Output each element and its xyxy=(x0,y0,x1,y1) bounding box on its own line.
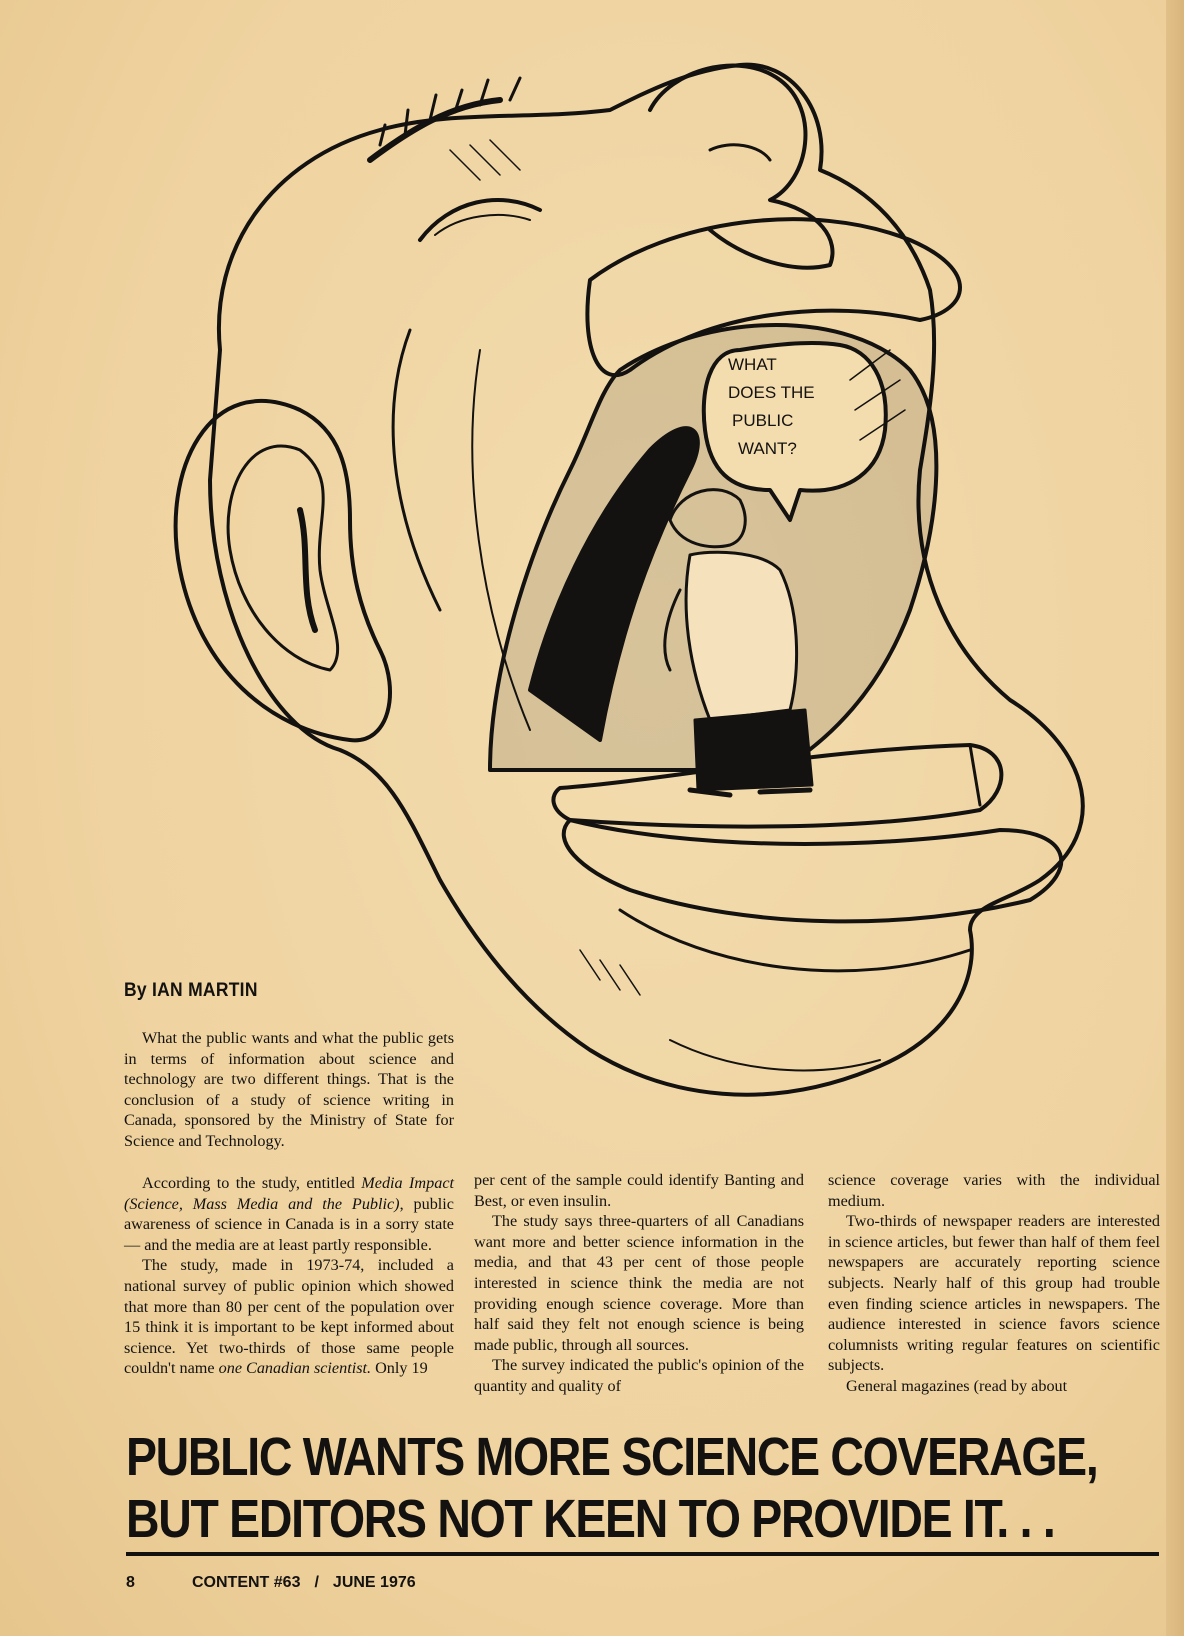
text-run: The study, made in 1973-74, included a national survey of public opinion which showed that more than 80 per cent of the population over 15 think it is important to be kept informed about science. Yet two-thirds of those same people couldn't name xyxy=(124,1256,454,1378)
paragraph-three-quarters: The study says three-quarters of all Canadians want more and better science information in the media, and that 43 per cent of those people interested in science think the media are not providing enough science coverage. More than half said they felt not enough science is being made public, through all sources. xyxy=(474,1212,804,1354)
byline: By IAN MARTIN xyxy=(124,980,258,1001)
ear xyxy=(176,401,390,740)
footer-separator: / xyxy=(314,1574,319,1591)
paragraph-continued: per cent of the sample could identify Banting and Best, or even insulin. xyxy=(474,1171,804,1210)
headline-line-2: BUT EDITORS NOT KEEN TO PROVIDE IT. . . xyxy=(126,1489,1055,1549)
text-run: Only 19 xyxy=(371,1359,428,1378)
eyebrow xyxy=(370,100,500,160)
emphasis: one Canadian scientist. xyxy=(218,1359,372,1378)
publication-date: JUNE 1976 xyxy=(332,1574,416,1591)
speech-bubble-line-3: PUBLIC xyxy=(732,411,794,430)
article-column-2 xyxy=(474,1170,804,1397)
speech-bubble-line-2: DOES THE xyxy=(728,383,815,402)
paragraph-general-magazines: General magazines (read by about xyxy=(846,1376,1068,1395)
article-column-1-intro xyxy=(124,1028,454,1152)
page-footer xyxy=(126,1574,416,1592)
study-title: Media Impact (Science, Mass Media and the Public) xyxy=(124,1174,454,1213)
headline-line-1: PUBLIC WANTS MORE SCIENCE COVERAGE, xyxy=(126,1427,1098,1487)
closed-eye xyxy=(420,200,540,240)
text-run: According to the study, entitled xyxy=(142,1174,362,1192)
article-column-1 xyxy=(124,1173,454,1379)
article-column-3 xyxy=(828,1170,1160,1397)
speech-bubble-line-1: WHAT xyxy=(728,355,777,374)
headline xyxy=(126,1426,1098,1550)
text-run: , public awareness of science in Canada is in a sorry state — and the media are at least partly responsible. xyxy=(124,1194,454,1254)
paragraph-survey xyxy=(124,1255,454,1379)
headline-rule xyxy=(126,1552,1159,1556)
speech-bubble-line-4: WANT? xyxy=(738,439,797,458)
paragraph-newspaper-readers: Two-thirds of newspaper readers are interested in science articles, but fewer than half of them feel newspapers are accurately reporting science subjects. Nearly half of this group had trouble even finding science articles in newspapers. The audience interested in science favors science columnists writing regular features on scientific subjects. xyxy=(828,1212,1160,1375)
page-edge-shadow xyxy=(1166,0,1184,1636)
paragraph-study-title xyxy=(124,1173,454,1255)
paragraph-survey-indicated: The survey indicated the public's opinion of the quantity and quality of xyxy=(474,1356,804,1395)
page-number: 8 xyxy=(126,1574,135,1591)
publication-name: CONTENT #63 xyxy=(192,1574,301,1591)
cartoon-illustration xyxy=(150,50,1130,1160)
paragraph-intro: What the public wants and what the public gets in terms of information about science and technology are two different things. That is the conclusion of a study of science writing in Canada, sponsored by the Ministry of State for Science and Technology. xyxy=(124,1029,454,1150)
paragraph-coverage-varies: science coverage varies with the individual medium. xyxy=(828,1171,1160,1210)
